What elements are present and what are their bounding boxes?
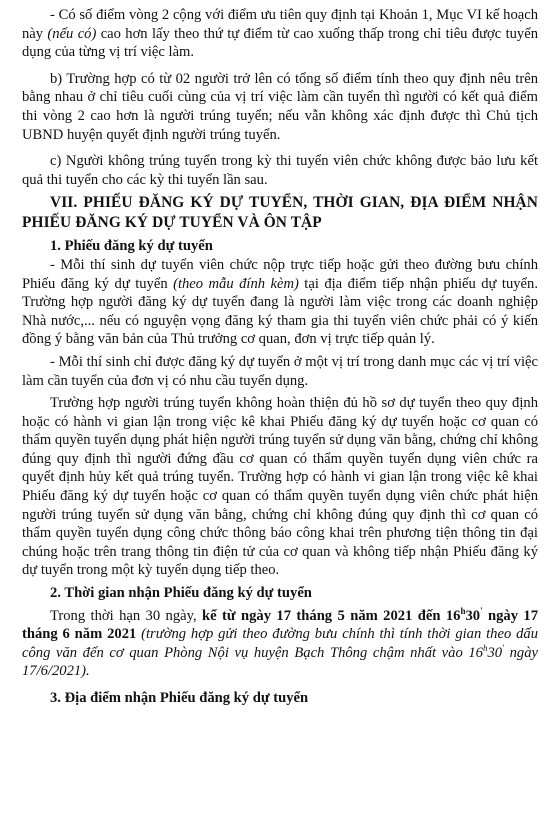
text-italic: (theo mẫu đính kèm) [173,275,299,292]
paragraph-submit-form [22,256,538,349]
text-bold-dates: kể từ ngày 17 tháng 5 năm 2021 đến 16$^h$30' ngày 17 tháng 6 năm 2021 [22,605,538,643]
text: - Có số điểm vòng 2 cộng với điểm ưu tiên quy định tại Khoản 1, Mục VI kế hoạch này [22,7,538,42]
paragraph-fraud-rule: Trường hợp người trúng tuyển không hoàn thiện đủ hồ sơ dự tuyển theo quy định hoặc có hành vi gian lận trong việc kê khai Phiếu đăng ký dự tuyển hoặc cơ quan có thẩm quyền tuyển dụng phát hiện người trúng tuyển sử dụng văn bằng, chứng chỉ không đúng quy định thì người đứng đầu cơ quan có thẩm quyền tuyển dụng viên chức ra quyết định hủy kết quả trúng tuyển. Trường hợp có hành vi gian lận trong việc kê khai Phiếu đăng ký dự tuyển hoặc cơ quan có thẩm quyền tuyển dụng viên chức phát hiện người trúng tuyển sử dụng văn bằng, chứng chỉ không đúng quy định thì cơ quan có thẩm quyền tuyển dụng công chức thông báo công khai trên phương tiện thông tin đại chúng hoặc trên trang thông tin điện tử của cơ quan và không tiếp nhận Phiếu đăng ký dự tuyển trong một kỳ tuyển dụng tiếp theo. [22,395,538,579]
text-italic-note: (trường hợp gửi theo đường bưu chính thì tính thời gian theo dấu công văn đến cơ quan Phòng Nội vụ huyện Bạch Thông chậm nhất vào 16$^h$30' ngày 17/6/2021). [22,626,538,680]
text: - Mỗi thí sinh dự tuyển viên chức nộp trực tiếp hoặc gửi theo đường bưu chính Phiếu đăng ký dự tuyển [22,256,538,292]
text-italic: (nếu có) [47,25,97,42]
paragraph-no-reserve: c) Người không trúng tuyển trong kỳ thi tuyển viên chức không được bảo lưu kết quả thi tuyển cho các kỳ thi tuyển lần sau. [22,153,538,188]
paragraph-priority-score [22,6,538,62]
text: Trong thời hạn 30 ngày, [50,607,203,624]
text: tại địa điểm tiếp nhận phiếu dự tuyển. Trường hợp người đăng ký dự tuyển đang là người làm việc trong các doanh nghiệp Nhà nước,... nếu có nguyện vọng đăng ký tham gia thi tuyển viên chức phải có ý kiến đồng ý bằng văn bản của Thủ trưởng cơ quan, đơn vị trực tiếp quản lý. [22,275,538,348]
subheading-registration-form: 1. Phiếu đăng ký dự tuyển [50,238,213,255]
subheading-receiving-place: 3. Địa điểm nhận Phiếu đăng ký dự tuyển [50,690,309,706]
text: cao hơn lấy theo thứ tự điểm từ cao xuống thấp trong chỉ tiêu được tuyển dụng của từng vị trí việc làm. [22,25,538,61]
paragraph-deadline [22,607,538,681]
paragraph-tie-rule: b) Trường hợp có từ 02 người trở lên có tổng số điểm tính theo quy định nêu trên bằng nhau ở chỉ tiêu cuối cùng của vị trí việc làm cần tuyển thì người có kết quả điểm thi vòng 2 cao hơn là người trúng tuyển; nếu vẫn không xác định được thì Chủ tịch UBND huyện quyết định người trúng tuyển. [22,70,538,143]
section-heading-vii: VII. PHIẾU ĐĂNG KÝ DỰ TUYỂN, THỜI GIAN, ĐỊA ĐIỂM NHẬN PHIẾU ĐĂNG KÝ DỰ TUYỂN VÀ ÔN TẬP [22,194,538,232]
subheading-receiving-time: 2. Thời gian nhận Phiếu đăng ký dự tuyển [50,585,312,602]
paragraph-one-position: - Mỗi thí sinh chỉ được đăng ký dự tuyển ở một vị trí trong danh mục các vị trí việc làm cần tuyển của đơn vị có nhu cầu tuyển dụng. [22,353,538,389]
